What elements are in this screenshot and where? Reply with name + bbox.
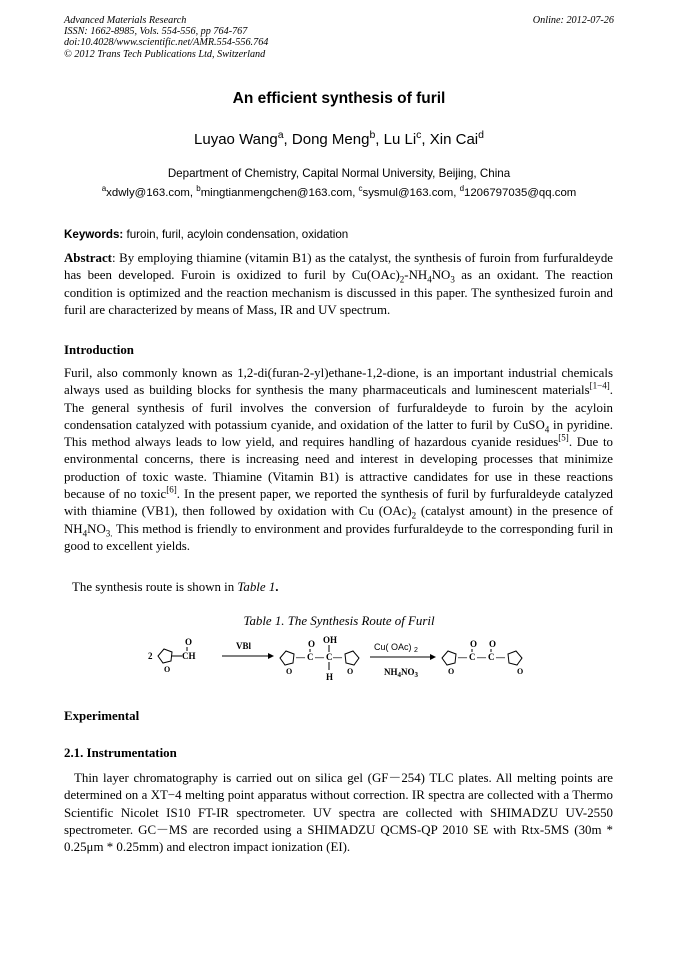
carbonyl-oxygen-label: O (489, 639, 497, 649)
intro-text: . Due to environmental concerns, there is increasing need and interest in developing processes that minimize production of toxic waste. Thiamine (Vitamin B1) is attractive candidates for use in these reactions because of no toxic (64, 435, 613, 502)
route-text: The synthesis route is shown in (72, 580, 238, 594)
ch-label: CH (182, 651, 196, 661)
furan-ring (158, 649, 172, 663)
cooxidant-text: NO (401, 667, 415, 677)
introduction-body (64, 365, 613, 555)
subscript: 2 (399, 274, 405, 285)
citation: [6] (166, 484, 177, 495)
subscript: 2 (414, 647, 418, 654)
ring-oxygen-label: O (164, 665, 171, 674)
dash-label: — (296, 652, 305, 662)
email-affil: a (101, 184, 107, 194)
author-affil: c (416, 129, 422, 141)
hydroxyl-label: OH (323, 635, 338, 645)
journal-name: Advanced Materials Research (64, 15, 187, 26)
online-date: Online: 2012-07-26 (532, 15, 614, 26)
email-address: sysmul@163.com (362, 187, 454, 199)
ring-oxygen-label: O (448, 667, 455, 676)
citation: [1−4] (589, 381, 610, 391)
subscript: 3 (450, 274, 455, 285)
dash-label: — (496, 652, 505, 662)
email-affil: b (196, 184, 201, 194)
department: Department of Chemistry, Capital Normal University, Beijing, China (167, 167, 511, 180)
cooxidant-label (384, 667, 419, 679)
subscript: 3 (414, 671, 418, 679)
cooxidant-text: NH (384, 667, 398, 677)
journal-header (64, 15, 268, 60)
author-name: Dong Meng (291, 131, 370, 148)
table-caption: Table 1. The Synthesis Route of Furil (243, 614, 435, 628)
abstract (64, 250, 613, 319)
arrowhead (268, 653, 274, 659)
author-list: Luyao Wang$^a$, Dong Meng$^b$, Lu Li$^c$, Xin Cai$^d$ (194, 129, 484, 148)
author-affil: d (478, 129, 484, 141)
subscript: 4 (82, 528, 88, 539)
catalyst-label: VBl (236, 641, 252, 651)
ring-oxygen-label: O (347, 667, 354, 676)
intro-text: Furil, also commonly known as 1,2-di(furan-2-yl)ethane-1,2-dione, is an important industrial chemicals always used as building blocks for synthesis the many pharmaceuticals and luminescent materials (64, 366, 613, 398)
carbon-label: C (326, 652, 333, 662)
furan-ring (280, 651, 294, 665)
carbon-label: C (469, 652, 476, 662)
introduction-heading: Introduction (64, 343, 134, 357)
abstract-label: Abstract (64, 251, 112, 265)
carbon-label: C (488, 652, 495, 662)
oxidant-text: Cu( OAc) (374, 642, 415, 652)
route-end: . (275, 580, 279, 594)
subscript: 4 (427, 274, 432, 285)
intro-text: in pyridine. This method always leads to low yield, and requires handling of hazardous cyanide residues (64, 417, 613, 450)
experimental-heading: Experimental (64, 709, 140, 723)
keywords (64, 226, 613, 243)
abstract-text: : By employing thiamine (vitamin B1) as the catalyst, the synthesis of furoin from furfuraldeyde has been developed. Furoin is oxidized to furil by Cu(OAc) (64, 251, 613, 283)
abstract-text: NO (431, 268, 451, 283)
intro-text: . In the present paper, we reported the synthesis of furil by furfuraldeyde catalyzed with thiamine (VB1), then followed by oxidation with Cu (OAc) (64, 487, 614, 519)
ring-oxygen-label: O (517, 667, 524, 676)
furan-ring (442, 651, 456, 665)
furan-ring (508, 651, 522, 665)
ring-oxygen-label: O (286, 667, 293, 676)
keywords-text: furoin, furil, acyloin condensation, oxidation (126, 228, 349, 241)
email-affil: c (358, 184, 363, 194)
instrumentation-body: Thin layer chromatography is carried out on silica gel (GF－254) TLC plates. All melting points are determined on a XT−4 melting point apparatus without correction. IR spectra are collected with a Thermo Scientific Nicolet IS10 FT-IR spectrometer. UV spectra are collected with SHIMADZU UV-2550 spectrometer. GC－MS are recorded using a SHIMADZU QCMS-QP 2010 SE with Rtx-5MS (30m * 0.25μm * 0.25mm) and electron impact ionization (EI). (64, 771, 613, 855)
coefficient-label: 2 (148, 651, 153, 661)
email-address: xdwly@163.com (106, 187, 190, 199)
intro-text: NO (87, 521, 106, 536)
intro-text: . The general synthesis of furil involves the conversion of furfuraldeyde to furoin by the acyloin condensation catalyzed with potassium cyanide, and oxidation of the latter to furil by CuSO (64, 383, 613, 432)
email-affil: d (459, 184, 464, 194)
dash-label: — (315, 652, 324, 662)
reaction-scheme (140, 632, 560, 688)
table-reference: Table 1 (237, 580, 276, 594)
copyright-line: © 2012 Trans Tech Publications Ltd, Switzerland (64, 48, 266, 60)
keywords-label: Keywords: (64, 228, 124, 241)
abstract-text: as an oxidant. The reaction condition is optimized and the reaction mechanism is discussed in this paper. The synthesized furoin and furil are characterized by means of Mass, IR and UV spectrum. (64, 268, 613, 317)
author-affil: a (277, 129, 284, 141)
author-name: Xin Cai (429, 131, 479, 148)
email-list: $^a$xdwly@163.com, $^b$mingtianmengchen@163.com, $^c$sysmul@163.com, $^d$1206797035@qq.com (101, 184, 577, 199)
author-affil: b (369, 129, 376, 141)
carbon-label: C (307, 652, 314, 662)
carbonyl-oxygen-label: O (185, 637, 193, 647)
instrumentation-heading: 2.1. Instrumentation (64, 746, 177, 760)
dash-label: — (477, 652, 486, 662)
subscript: 4 (544, 424, 550, 435)
doi-line: doi:10.4028/www.scientific.net/AMR.554-556.764 (64, 37, 269, 49)
oxidant-label (374, 642, 418, 654)
dash-label: — (333, 652, 342, 662)
arrowhead (430, 654, 436, 660)
abstract-text: -NH (404, 268, 428, 283)
issn-line: ISSN: 1662-8985, Vols. 554-556, pp 764-767 (64, 26, 248, 38)
intro-text: (catalyst amount) in the presence of NH (64, 504, 613, 536)
carbonyl-oxygen-label: O (470, 639, 478, 649)
furan-ring (345, 651, 359, 665)
paper-title: An efficient synthesis of furil (232, 90, 446, 107)
carbonyl-oxygen-label: O (308, 639, 316, 649)
citation: [5] (558, 432, 569, 443)
email-address: 1206797035@qq.com (464, 187, 577, 199)
route-sentence (72, 580, 279, 595)
author-name: Lu Li (383, 131, 417, 148)
author-name: Luyao Wang (194, 131, 278, 148)
email-address: mingtianmengchen@163.com (200, 187, 353, 199)
subscript: 4 (397, 671, 401, 679)
subscript: 3. (105, 528, 113, 539)
dash-label: — (458, 652, 467, 662)
intro-text: This method is friendly to environment and provides furfuraldeyde to the corresponding furil in good to excellent yields. (64, 521, 613, 553)
hydrogen-label: H (326, 672, 334, 682)
subscript: 2 (411, 510, 417, 521)
